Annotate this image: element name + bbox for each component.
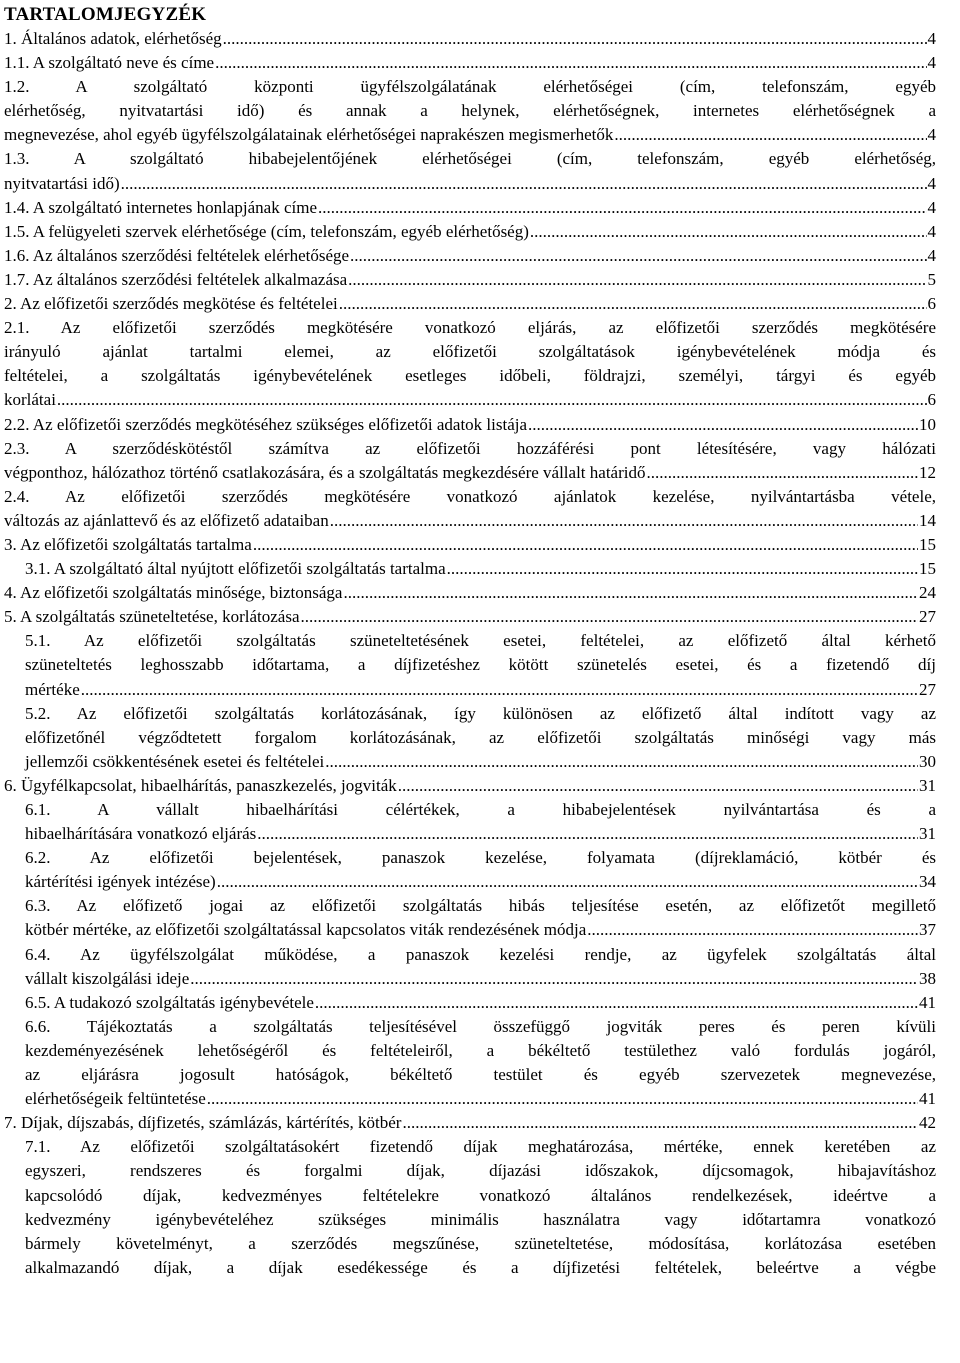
toc-page-number: 27 [919,607,936,627]
toc-entry-line: kedvezmény igénybevételéhez szükséges minimális használatra vagy időtartamra vonatkozó [25,1209,936,1229]
toc-entry[interactable] [4,894,936,942]
toc-entry-line: kezdeményezésének lehetőségéről és feltételeiről, a békéltető testülethez való fordulás jogáról, [25,1040,936,1060]
toc-entry-line: 5.1. Az előfizetői szolgáltatás szüneteltetésének esetei, feltételei, az előfizető által kérhető [25,631,936,651]
dot-leader [190,967,918,991]
toc-page-number: 6 [927,390,936,410]
toc-page-number: 24 [919,583,936,603]
toc-entry[interactable] [4,437,936,485]
dot-leader [315,991,918,1015]
toc-entry-line: korlátai [4,390,56,410]
toc-entry-line: elérhetőségeik feltüntetése [25,1089,206,1109]
toc-page-number: 4 [927,125,936,145]
toc-entry-title: 1.6. Az általános szerződési feltételek elérhetősége [4,245,350,265]
toc-page-number: 30 [919,751,936,771]
dot-leader [257,822,918,846]
toc-page-number: 4 [927,173,936,193]
toc-entry[interactable] [4,702,936,774]
toc-entry[interactable] [4,51,936,75]
toc-entry-line: 6.1. A vállalt hibaelhárítási célértékek, a hibabejelentések nyilvántartása és a [25,800,936,819]
toc-entry[interactable] [4,292,936,316]
toc-entry[interactable] [4,413,936,437]
toc-entry-line: kapcsolódó díjak, kedvezményes feltételekre vonatkozó általános rendelkezések, ideértve a [25,1185,936,1205]
toc-entry-line: mértéke [25,679,80,699]
toc-entry-line: 2.3. A szerződéskötéstől számítva az előfizetői hozzáférési pont létesítésére, vagy hálózati [4,438,936,458]
table-of-contents [4,27,960,1280]
dot-leader [343,581,918,605]
toc-entry[interactable] [4,557,936,581]
dot-leader [207,1087,918,1111]
toc-entry[interactable] [4,991,936,1015]
dot-leader [325,750,918,774]
toc-entry-title: 3. Az előfizetői szolgáltatás tartalma [4,534,252,554]
toc-entry-title: 1.1. A szolgáltató neve és címe [4,53,215,73]
toc-page-number: 38 [919,968,936,988]
dot-leader [339,292,927,316]
toc-page-number: 34 [919,872,936,892]
dot-leader [81,678,918,702]
toc-page-number: 14 [919,510,936,530]
toc-entry-title: 6.5. A tudakozó szolgáltatás igénybevétele [25,992,314,1012]
toc-entry-line: kártérítési igények intézése) [25,872,216,892]
toc-page-number: 31 [919,824,936,844]
toc-entry-title: 2.2. Az előfizetői szerződés megkötéséhez szükséges előfizetői adatok listája [4,414,528,434]
toc-page-number: 42 [919,1113,936,1133]
toc-page-number: 4 [927,245,936,265]
toc-entry-line: irányuló ajánlat tartalmi elemei, az előfizetői szolgáltatások igénybevételének módja és [4,342,936,362]
toc-entry-line: 7.1. Az előfizetői szolgáltatásokért fizetendő díjak meghatározása, mértéke, ennek keretében az [25,1137,936,1157]
toc-page-number: 41 [919,1089,936,1109]
toc-entry-line: szüneteltetés leghosszabb időtartama, a díjfizetéshez kötött szünetelés esetei, és a fizetendő díj [25,655,936,675]
toc-page-number: 4 [927,197,936,217]
toc-page-number: 27 [919,679,936,699]
dot-leader [402,1111,918,1135]
toc-entry-line: 6.6. Tájékoztatás a szolgáltatás teljesítésével összefüggő jogviták peres és peren kívüli [25,1016,936,1036]
toc-page-number: 37 [919,920,936,940]
toc-entry-line: 1.2. A szolgáltató központi ügyfélszolgálatának elérhetőségei (cím, telefonszám, egyéb [4,77,936,97]
toc-page-number: 15 [919,559,936,579]
toc-entry[interactable] [4,147,936,195]
toc-title: TARTALOMJEGYZÉK [4,4,207,25]
toc-entry-title: 1.4. A szolgáltató internetes honlapjának címe [4,197,317,217]
dot-leader [528,413,918,437]
toc-entry-line: elérhetőség, nyitvatartási idő) és annak a helynek, elérhetőségnek, internetes elérhetőségnek a [4,101,936,121]
toc-entry[interactable] [4,27,936,51]
toc-entry-line: 5.2. Az előfizetői szolgáltatás korlátozásának, így különösen az előfizető által indított vagy az [25,703,936,723]
toc-entry-line: 6.4. Az ügyfélszolgálat működése, a panaszok kezelési rendje, az ügyfelek szolgáltatás által [25,944,936,964]
toc-entry[interactable] [4,1015,936,1111]
dot-leader [121,172,927,196]
toc-page-number: 31 [919,775,936,795]
toc-entry-title: 2. Az előfizetői szerződés megkötése és feltételei [4,294,338,314]
toc-entry[interactable] [4,316,936,412]
toc-entry[interactable] [4,485,936,533]
toc-page-number: 15 [919,534,936,554]
toc-entry[interactable] [4,629,936,701]
toc-page-number: 5 [927,269,936,289]
toc-entry[interactable] [4,196,936,220]
dot-leader [614,123,926,147]
toc-entry-line: hibaelhárítására vonatkozó eljárás [25,824,257,844]
toc-entry-line: 6.2. Az előfizetői bejelentések, panaszok kezelése, folyamata (díjreklamáció, kötbér és [25,848,936,868]
toc-entry-line: előfizetőnél végződtetett forgalom korlátozásának, az előfizetői szolgáltatás minőségi vagy más [25,727,936,747]
toc-entry-line: kötbér mértéke, az előfizetői szolgáltatással kapcsolatos viták rendezésének módja [25,920,587,940]
toc-page-number: 4 [927,53,936,73]
dot-leader [646,461,918,485]
dot-leader [318,196,927,220]
toc-entry-title: 7. Díjak, díjszabás, díjfizetés, számlázás, kártérítés, kötbér [4,1113,402,1133]
dot-leader [301,605,918,629]
toc-entry-line: alkalmazandó díjak, a díjak esedékessége és a díjfizetési feltételek, beleértve a végbe [25,1257,936,1277]
toc-entry-line: bármely követelményt, a szerződés megszűnése, szüneteltetése, módosítása, korlátozása esetében [25,1233,936,1253]
toc-entry[interactable] [4,244,936,268]
dot-leader [398,774,918,798]
dot-leader [253,533,918,557]
toc-entry-line: vállalt kiszolgálási ideje [25,968,190,988]
toc-entry[interactable] [4,798,936,846]
toc-entry-title: 6. Ügyfélkapcsolat, hibaelhárítás, panaszkezelés, jogviták [4,775,397,795]
dot-leader [447,557,918,581]
dot-leader [57,388,927,412]
toc-page-number: 6 [927,294,936,314]
toc-entry-line: változás az ajánlattevő és az előfizető adataiban [4,510,329,530]
dot-leader [348,268,926,292]
toc-entry-line: az eljárásra jogosult hatóságok, békéltető testület és egyéb szervezetek megnevezése, [25,1065,936,1085]
toc-entry-title: 3.1. A szolgáltató által nyújtott előfizetői szolgáltatás tartalma [25,559,446,579]
toc-entry-line: 2.1. Az előfizetői szerződés megkötésére vonatkozó eljárás, az előfizetői szerződés megkötésére [4,318,936,338]
toc-entry[interactable] [4,1111,936,1135]
toc-entry-line: egyszeri, rendszeres és forgalmi díjak, díjazási időszakok, díjcsomagok, hibajavításhoz [25,1161,936,1181]
toc-page-number: 10 [919,414,936,434]
toc-entry-title: 1.7. Az általános szerződési feltételek alkalmazása [4,269,348,289]
toc-entry-line: nyitvatartási idő) [4,173,120,193]
toc-entry[interactable] [4,581,936,605]
dot-leader [215,51,926,75]
toc-entry-line: végponthoz, hálózathoz történő csatlakozására, és a szolgáltatás megkezdésére vállalt határidő [4,462,646,482]
toc-entry-line: megnevezése, ahol egyéb ügyfélszolgálatainak elérhetőségei naprakészen megismerhetők [4,125,614,145]
toc-entry-title: 1. Általános adatok, elérhetőség [4,29,222,48]
toc-page-number: 12 [919,462,936,482]
toc-entry[interactable] [4,774,936,798]
toc-entry-title: 4. Az előfizetői szolgáltatás minősége, biztonsága [4,583,343,603]
toc-entry-line: feltételei, a szolgáltatás igénybevételének esetleges időbeli, földrajzi, személyi, tárgyi és egyéb [4,366,936,386]
toc-entry[interactable] [4,846,936,894]
toc-page-number: 4 [927,221,936,241]
toc-entry-line: 6.3. Az előfizető jogai az előfizetői szolgáltatás hibás teljesítése esetén, az előfizetőt megillető [25,896,936,916]
toc-entry[interactable] [4,533,936,557]
dot-leader [217,870,918,894]
toc-entry-title: 1.5. A felügyeleti szervek elérhetősége (cím, telefonszám, egyéb elérhetőség) [4,221,529,241]
toc-entry[interactable] [4,75,936,147]
toc-page-number: 41 [919,992,936,1012]
toc-page-number: 4 [927,29,936,48]
dot-leader [587,918,918,942]
toc-entry[interactable] [4,943,936,991]
toc-entry[interactable] [4,605,936,629]
toc-entry-line: jellemzői csökkentésének esetei és feltételei [25,751,325,771]
toc-entry[interactable] [4,1135,936,1280]
toc-entry-title: 5. A szolgáltatás szüneteltetése, korlátozása [4,607,300,627]
toc-entry-line: 1.3. A szolgáltató hibabejelentőjének elérhetőségei (cím, telefonszám, egyéb elérhetőség, [4,149,936,169]
dot-leader [350,244,926,268]
toc-entry[interactable] [4,268,936,292]
dot-leader [223,27,927,51]
toc-entry[interactable] [4,220,936,244]
dot-leader [530,220,927,244]
dot-leader [330,509,918,533]
toc-entry-line: 2.4. Az előfizetői szerződés megkötésére vonatkozó ajánlatok kezelése, nyilvántartásba vétele, [4,486,936,506]
